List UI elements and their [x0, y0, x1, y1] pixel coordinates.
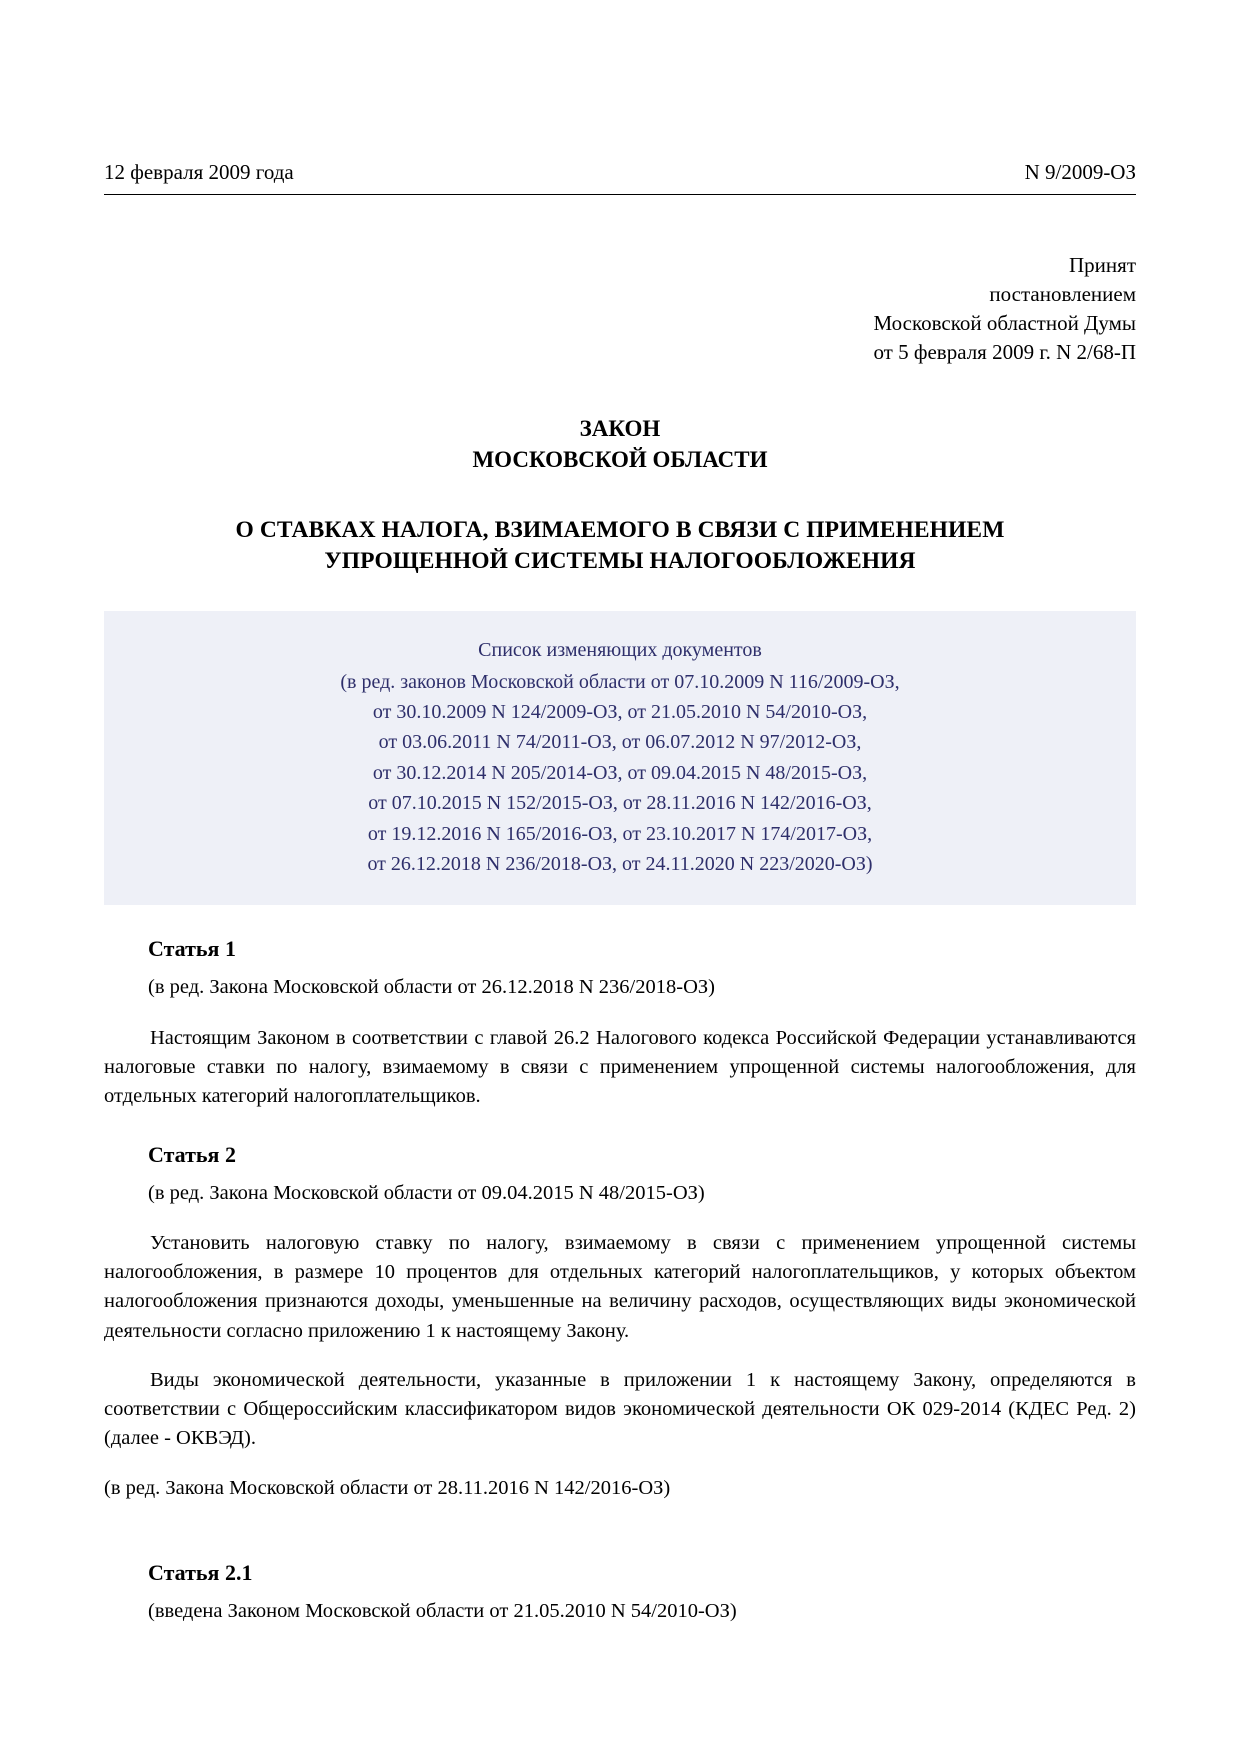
article-2-paragraph-1: Установить налоговую ставку по налогу, взимаемому в связи с применением упрощенной системы налогообложения, в размере 10 процентов для отдельных категорий налогоплательщиков, у которых объектом налогообложения признаются доходы, уменьшенные на величину расходов, осуществляющих виды экономической деятельности согласно приложению 1 к настоящему Закону. — [104, 1232, 1136, 1342]
amendments-caption: Список изменяющих документов — [478, 639, 762, 662]
document-header — [104, 0, 1136, 194]
article-2-1-revision-note: (введена Законом Московской области от 21.05.2010 N 54/2010-ОЗ) — [148, 1599, 737, 1622]
article-2-1-heading: Статья 2.1 — [148, 1560, 253, 1586]
adopted-label: Принят — [1069, 253, 1136, 278]
amendment-line: от 30.12.2014 N 205/2014-ОЗ, от 09.04.2015 N 48/2015-ОЗ, — [372, 761, 868, 784]
article-1-revision-note: (в ред. Закона Московской области от 26.12.2018 N 236/2018-ОЗ) — [148, 975, 715, 998]
header-divider — [104, 194, 1136, 195]
article-1-paragraph: Настоящим Законом в соответствии с главой 26.2 Налогового кодекса Российской Федерации устанавливаются налоговые ставки по налогу, взимаемому в связи с применением упрощенной системы налогообложения, для отдельных категорий налогоплательщиков. — [104, 1026, 1136, 1107]
law-title-line-2: УПРОЩЕННОЙ СИСТЕМЫ НАЛОГООБЛОЖЕНИЯ — [324, 548, 916, 575]
article-2-heading: Статья 2 — [148, 1141, 236, 1167]
amendment-line: от 30.10.2009 N 124/2009-ОЗ, от 21.05.2010 N 54/2010-ОЗ, — [372, 700, 868, 723]
amendment-line: от 03.06.2011 N 74/2011-ОЗ, от 06.07.2012 N 97/2012-ОЗ, — [378, 731, 862, 754]
article-2-1 — [104, 1533, 1136, 1625]
adopted-by-block — [104, 251, 1136, 367]
law-kind-line-2: МОСКОВСКОЙ ОБЛАСТИ — [472, 447, 768, 473]
page-title — [104, 515, 1136, 577]
amendment-line: от 07.10.2015 N 152/2015-ОЗ, от 28.11.2016 N 142/2016-ОЗ, — [368, 792, 872, 815]
article-spacer — [104, 1533, 1136, 1559]
law-kind-line-1: ЗАКОН — [579, 416, 661, 442]
adopted-reference: от 5 февраля 2009 г. N 2/68-П — [873, 340, 1136, 365]
amendment-line: от 19.12.2016 N 165/2016-ОЗ, от 23.10.2017 N 174/2017-ОЗ, — [367, 822, 873, 845]
amendment-line: (в ред. законов Московской области от 07.10.2009 N 116/2009-ОЗ, — [340, 670, 900, 693]
amendment-line: от 26.12.2018 N 236/2018-ОЗ, от 24.11.2020 N 223/2020-ОЗ) — [367, 852, 873, 875]
page-content — [104, 0, 1136, 1625]
amendments-box — [104, 611, 1136, 905]
adopted-authority: Московской областной Думы — [873, 311, 1136, 336]
adopted-instrument: постановлением — [989, 282, 1136, 307]
header-document-number: N 9/2009-ОЗ — [1024, 160, 1136, 184]
header-date: 12 февраля 2009 года — [104, 160, 294, 184]
law-title-line-1: О СТАВКАХ НАЛОГА, ВЗИМАЕМОГО В СВЯЗИ С ПРИМЕНЕНИЕМ — [235, 517, 1005, 544]
article-1 — [104, 935, 1136, 1111]
article-2-revision-note: (в ред. Закона Московской области от 09.04.2015 N 48/2015-ОЗ) — [148, 1181, 705, 1204]
article-2-paragraph-2-revision-note: (в ред. Закона Московской области от 28.11.2016 N 142/2016-ОЗ) — [104, 1476, 671, 1499]
law-kind-heading — [104, 413, 1136, 475]
article-2 — [104, 1141, 1136, 1503]
article-2-paragraph-2: Виды экономической деятельности, указанные в приложении 1 к настоящему Закону, определяются в соответствии с Общероссийским классификатором видов экономической деятельности ОК 029-2014 (КДЕС Ред. 2) (далее - ОКВЭД). — [104, 1369, 1136, 1450]
article-1-heading: Статья 1 — [148, 936, 236, 962]
